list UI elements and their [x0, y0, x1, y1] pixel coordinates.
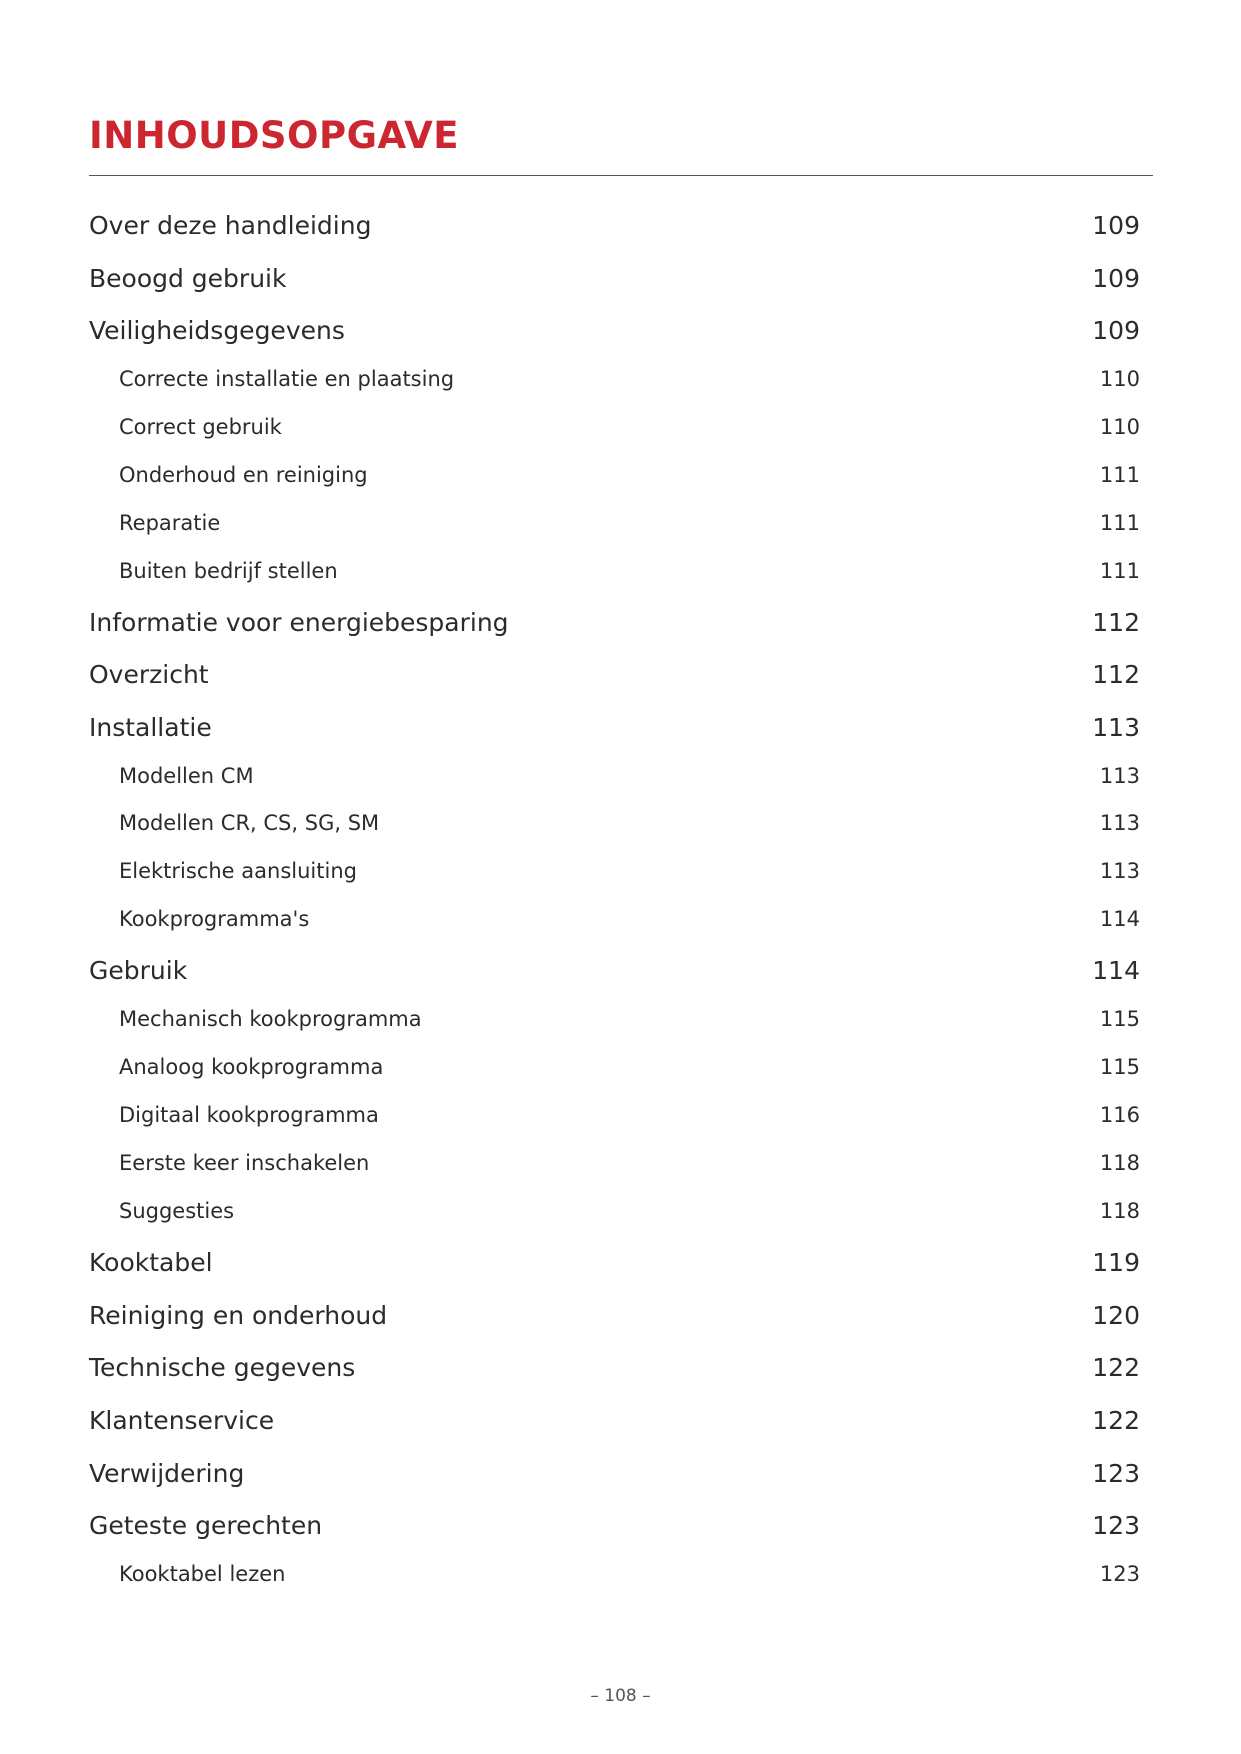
toc-entry-page: 114 — [1099, 907, 1140, 931]
toc-entry-label: Reiniging en onderhoud — [89, 1300, 388, 1330]
toc-entry[interactable] — [89, 258, 1140, 298]
toc-entry-page: 116 — [1099, 1103, 1140, 1127]
toc-entry-label: Modellen CM — [119, 764, 254, 788]
toc-entry-page: 123 — [1092, 1458, 1140, 1488]
toc-entry-page: 109 — [1092, 263, 1140, 293]
toc-entry-label: Overzicht — [89, 659, 209, 689]
toc-entry-label: Digitaal kookprogramma — [119, 1103, 379, 1127]
toc-entry-page: 111 — [1099, 559, 1140, 583]
toc-entry-label: Installatie — [89, 712, 212, 742]
toc-entry-label: Veiligheidsgegevens — [89, 315, 345, 345]
toc-subentry[interactable] — [89, 455, 1140, 495]
toc-entry-label: Kooktabel — [89, 1247, 213, 1277]
toc-entry-page: 112 — [1092, 607, 1140, 637]
toc-entry[interactable] — [89, 1242, 1140, 1282]
toc-subentry[interactable] — [89, 899, 1140, 939]
toc-entry-label: Over deze handleiding — [89, 210, 372, 240]
toc-entry-label: Kooktabel lezen — [119, 1562, 286, 1586]
toc-entry-label: Correcte installatie en plaatsing — [119, 367, 455, 391]
toc-entry-label: Buiten bedrijf stellen — [119, 559, 338, 583]
toc-subentry[interactable] — [89, 503, 1140, 543]
toc-entry-page: 113 — [1099, 764, 1140, 788]
toc-entry-label: Eerste keer inschakelen — [119, 1151, 370, 1175]
toc-entry-page: 109 — [1092, 210, 1140, 240]
toc-entry-label: Correct gebruik — [119, 415, 282, 439]
toc-entry-label: Beoogd gebruik — [89, 263, 287, 293]
toc-entry-page: 123 — [1099, 1562, 1140, 1586]
toc-subentry[interactable] — [89, 551, 1140, 591]
toc-entry-page: 122 — [1092, 1405, 1140, 1435]
title-divider — [89, 175, 1153, 176]
toc-entry-page: 110 — [1099, 367, 1140, 391]
toc-subentry[interactable] — [89, 1095, 1140, 1135]
toc-entry-page: 115 — [1099, 1055, 1140, 1079]
toc-entry[interactable] — [89, 1400, 1140, 1440]
toc-entry-label: Technische gegevens — [89, 1352, 356, 1382]
toc-entry-page: 118 — [1099, 1199, 1140, 1223]
toc-entry-page: 119 — [1092, 1247, 1140, 1277]
toc-entry-label: Mechanisch kookprogramma — [119, 1007, 422, 1031]
toc-entry-page: 113 — [1099, 859, 1140, 883]
toc-subentry[interactable] — [89, 1554, 1140, 1594]
toc-entry-label: Reparatie — [119, 511, 221, 535]
toc-entry[interactable] — [89, 1295, 1140, 1335]
toc-subentry[interactable] — [89, 756, 1140, 796]
toc-subentry[interactable] — [89, 803, 1140, 843]
toc-entry-page: 115 — [1099, 1007, 1140, 1031]
toc-entry[interactable] — [89, 310, 1140, 350]
toc-entry-page: 113 — [1099, 811, 1140, 835]
page-number: – 108 – — [590, 1686, 651, 1706]
toc-entry-page: 109 — [1092, 315, 1140, 345]
toc-entry[interactable] — [89, 654, 1140, 694]
toc-entry-label: Onderhoud en reiniging — [119, 463, 368, 487]
toc-entry-label: Suggesties — [119, 1199, 235, 1223]
toc-entry-page: 111 — [1099, 511, 1140, 535]
toc-entry-page: 112 — [1092, 659, 1140, 689]
toc-entry-label: Analoog kookprogramma — [119, 1055, 384, 1079]
toc-entry-label: Modellen CR, CS, SG, SM — [119, 811, 380, 835]
toc-entry-label: Informatie voor energiebesparing — [89, 607, 509, 637]
toc-entry[interactable] — [89, 1453, 1140, 1493]
toc-entry-page: 110 — [1099, 415, 1140, 439]
toc-entry[interactable] — [89, 205, 1140, 245]
toc-entry-page: 122 — [1092, 1352, 1140, 1382]
toc-entry-page: 123 — [1092, 1510, 1140, 1540]
toc-entry[interactable] — [89, 1505, 1140, 1545]
toc-entry-label: Elektrische aansluiting — [119, 859, 357, 883]
toc-subentry[interactable] — [89, 407, 1140, 447]
toc-subentry[interactable] — [89, 851, 1140, 891]
page-title: INHOUDSOPGAVE — [89, 114, 460, 157]
toc-entry-page: 114 — [1092, 955, 1140, 985]
toc-subentry[interactable] — [89, 1143, 1140, 1183]
toc-entry[interactable] — [89, 707, 1140, 747]
toc-entry[interactable] — [89, 602, 1140, 642]
toc-subentry[interactable] — [89, 1191, 1140, 1231]
toc-entry-page: 111 — [1099, 463, 1140, 487]
toc-entry-page: 120 — [1092, 1300, 1140, 1330]
toc-entry-label: Verwijdering — [89, 1458, 245, 1488]
toc-entry-page: 118 — [1099, 1151, 1140, 1175]
toc-entry-label: Kookprogramma's — [119, 907, 310, 931]
toc-entry-label: Klantenservice — [89, 1405, 275, 1435]
toc-entry-label: Gebruik — [89, 955, 188, 985]
toc-entry[interactable] — [89, 1347, 1140, 1387]
toc-entry[interactable] — [89, 950, 1140, 990]
toc-subentry[interactable] — [89, 1047, 1140, 1087]
toc-subentry[interactable] — [89, 999, 1140, 1039]
toc-subentry[interactable] — [89, 359, 1140, 399]
toc-entry-label: Geteste gerechten — [89, 1510, 323, 1540]
toc-entry-page: 113 — [1092, 712, 1140, 742]
